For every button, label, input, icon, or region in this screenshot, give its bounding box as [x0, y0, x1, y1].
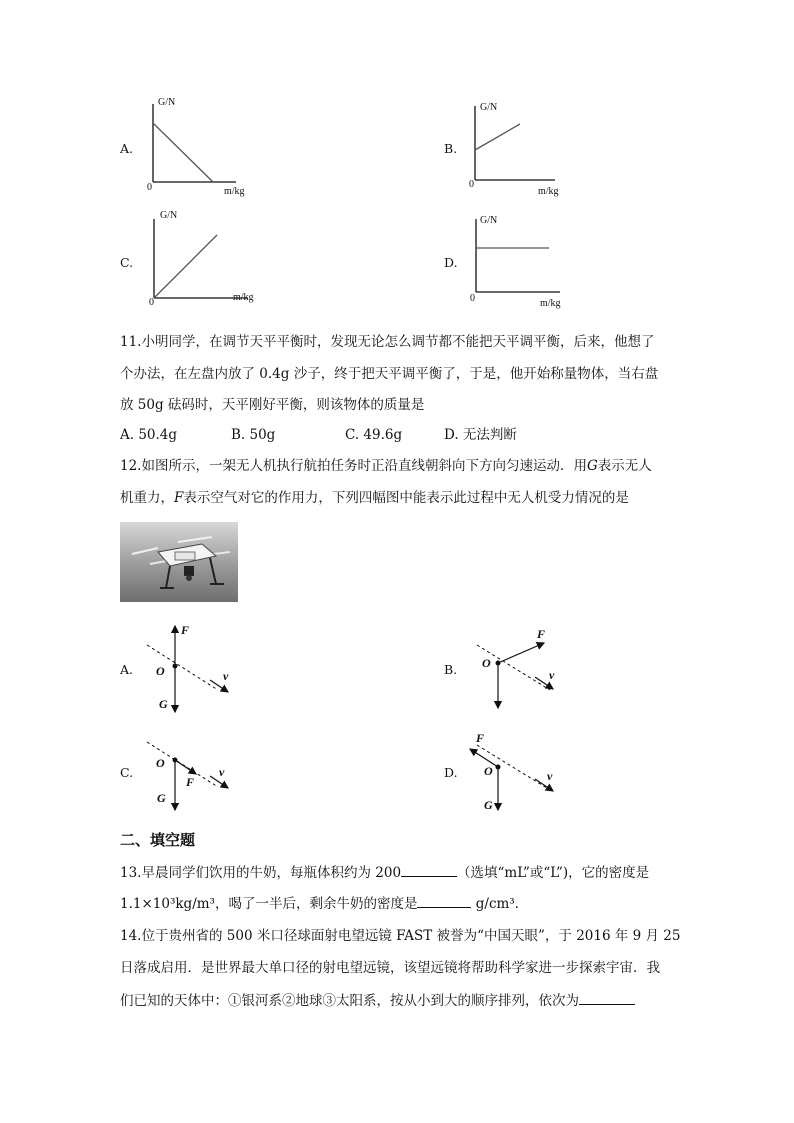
graph-d-origin: 0	[470, 293, 475, 304]
diagram-b-o-label: O	[482, 656, 491, 670]
graph-a-y-label: G/N	[158, 97, 176, 108]
q13-line-1-a: 13.早晨同学们饮用的牛奶，每瓶体积约为 200	[120, 865, 402, 881]
q12-line-1-end: 表示无人	[597, 458, 652, 474]
q14-line-3-text: 们已知的天体中：①银河系②地球③太阳系，按从小到大的顺序排列，依次为	[120, 993, 579, 1009]
q13-line-1	[120, 862, 649, 883]
q13-line-2	[120, 893, 528, 914]
diagram-a-f-label: F	[181, 623, 190, 637]
diagram-a-label: A.	[120, 662, 134, 677]
q13-line-1-b: （选填“mL”或“L”)，它的密度是	[457, 865, 650, 881]
graph-a-label: A.	[120, 141, 134, 156]
graph-b-x-label: m/kg	[538, 186, 559, 197]
diagram-c-origin-dot	[173, 758, 178, 763]
diagram-a-origin-dot	[173, 664, 178, 669]
diagram-d-o-label: O	[484, 764, 493, 778]
q14-blank[interactable]	[579, 990, 635, 1005]
q13-blank-2[interactable]	[417, 893, 471, 908]
diagram-d-f-label: F	[476, 731, 485, 745]
q12-line-2-end: 表示空气对它的作用力，下列四幅图中能表示此过程中无人机受力情况的是	[183, 490, 629, 506]
diagram-c-g-label: G	[157, 791, 166, 805]
q11-option-b: B. 50g	[231, 427, 276, 443]
graph-d-x-label: m/kg	[540, 298, 561, 309]
graph-c-y-label: G/N	[160, 210, 178, 221]
q12-var-f: F	[174, 490, 184, 506]
graph-b-label: B.	[444, 141, 458, 156]
diagram-d-g-label: G	[484, 798, 493, 812]
graph-c-label: C.	[120, 255, 134, 270]
diagram-c-v-label: v	[219, 765, 225, 779]
section-heading: 二、填空题	[120, 831, 196, 849]
diagram-c-f-arrow	[175, 760, 196, 774]
q14-line-2: 日落成启用．是世界最大单口径的射电望远镜，该望远镜将帮助科学家进一步探索宇宙．我	[120, 960, 660, 976]
diagram-d-label: D.	[444, 765, 458, 780]
q11-line-3: 放 50g 砝码时，天平刚好平衡，则该物体的质量是	[120, 397, 425, 413]
graph-a-origin: 0	[147, 182, 152, 193]
q11-option-d: D. 无法判断	[444, 427, 517, 443]
q13-line-2-a: 1.1×10³kg/m³，喝了一半后，剩余牛奶的密度是	[120, 896, 418, 912]
q12-line-1-text: 12.如图所示，一架无人机执行航拍任务时正沿直线朝斜向下方向匀速运动．用	[120, 458, 587, 474]
q14-line-1: 14.位于贵州省的 500 米口径球面射电望远镜 FAST 被誉为“中国天眼”，于 2016 年 9 月 25	[120, 928, 681, 944]
graph-b-origin: 0	[469, 179, 474, 190]
q12-line-2-start: 机重力，	[120, 490, 174, 506]
diagram-c-o-label: O	[156, 756, 165, 770]
graph-b-y-label: G/N	[480, 102, 498, 113]
diagram-b-origin-dot	[496, 661, 501, 666]
diagram-a-v-label: v	[223, 669, 229, 683]
q11-option-a: A. 50.4g	[120, 427, 178, 443]
q12-var-g: G	[586, 458, 598, 474]
diagram-b-v-label: v	[549, 668, 555, 682]
graph-d-label: D.	[444, 255, 458, 270]
q11-line-2: 个办法，在左盘内放了 0.4g 沙子，终于把天平调平衡了，于是，他开始称量物体，当右盘	[120, 366, 659, 382]
diagram-a-o-label: O	[156, 664, 165, 678]
graph-a-x-label: m/kg	[224, 186, 245, 197]
q14-line-3	[120, 990, 635, 1011]
diagram-a-g-label: G	[159, 697, 168, 711]
graph-d-y-label: G/N	[480, 215, 498, 226]
diagram-b-label: B.	[444, 662, 458, 677]
q11-line-1: 11.小明同学，在调节天平平衡时，发现无论怎么调节都不能把天平调平衡，后来，他想了	[120, 334, 655, 350]
graph-c-x-label: m/kg	[233, 292, 254, 303]
q11-option-c: C. 49.6g	[345, 427, 403, 443]
diagram-c-label: C.	[120, 765, 134, 780]
diagram-c-f-label: F	[186, 775, 195, 789]
q13-line-2-b: g/cm³．	[471, 896, 529, 912]
graph-c-origin: 0	[149, 297, 154, 308]
q13-blank-1[interactable]	[401, 862, 457, 877]
diagram-b-f-arrow	[498, 643, 544, 663]
diagram-d-origin-dot	[496, 765, 501, 770]
diagram-b-f-label: F	[537, 627, 546, 641]
diagram-d-v-label: v	[547, 769, 553, 783]
